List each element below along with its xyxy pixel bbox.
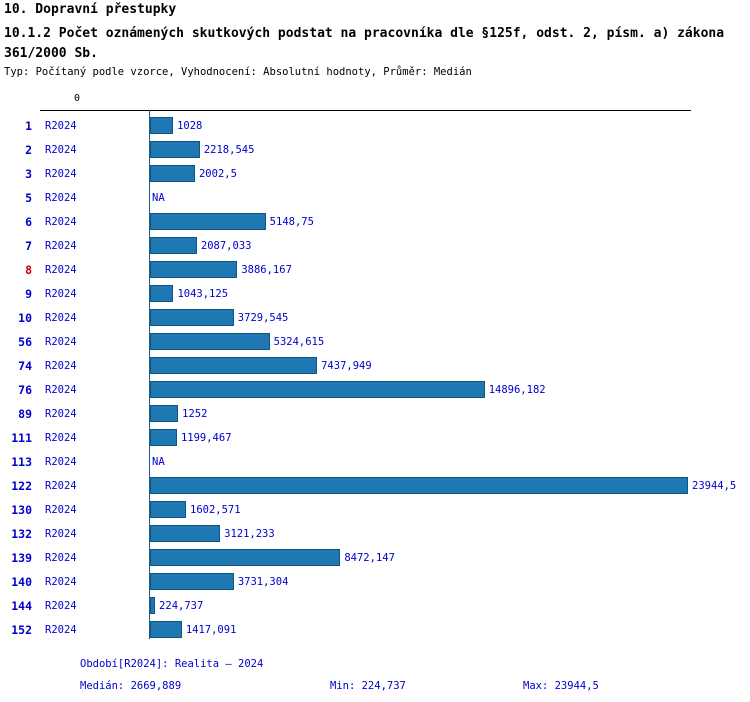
row-index: 2 — [25, 143, 32, 157]
bar-value-label: 14896,182 — [488, 384, 546, 396]
bar — [150, 237, 197, 254]
bar-row — [0, 378, 750, 402]
bar — [150, 549, 340, 566]
bar — [150, 165, 195, 182]
bar-value-label: 2002,5 — [198, 168, 237, 180]
bar-row — [0, 234, 750, 258]
chart-plot-area — [0, 90, 750, 650]
bar-row — [0, 618, 750, 642]
bar — [150, 261, 237, 278]
bar-value-label: 1252 — [182, 408, 208, 420]
bar-row — [0, 186, 750, 210]
bar-row — [0, 162, 750, 186]
bar-row — [0, 138, 750, 162]
bar-value-label: 23944,5 — [692, 480, 737, 492]
row-index: 140 — [11, 575, 32, 589]
bar-value-label: 5148,75 — [269, 216, 314, 228]
row-index: 144 — [11, 599, 32, 613]
row-series-label: R2024 — [45, 360, 77, 372]
row-index: 3 — [25, 167, 32, 181]
row-series-label: R2024 — [45, 168, 77, 180]
row-series-label: R2024 — [45, 240, 77, 252]
bar-value-label: 3886,167 — [241, 264, 292, 276]
row-index: 122 — [11, 479, 32, 493]
row-series-label: R2024 — [45, 264, 77, 276]
legend-entry: Období[R2024]: Realita – 2024 — [80, 658, 264, 670]
row-index: 76 — [18, 383, 32, 397]
row-index: 10 — [18, 311, 32, 325]
stat-min: Min: 224,737 — [330, 680, 406, 692]
row-index: 8 — [25, 263, 32, 277]
bar-row — [0, 474, 750, 498]
bar-value-label: 5324,615 — [273, 336, 325, 348]
row-series-label: R2024 — [45, 216, 77, 228]
row-series-label: R2024 — [45, 552, 77, 564]
row-index: 139 — [11, 551, 32, 565]
bar-row — [0, 522, 750, 546]
bar — [150, 117, 173, 134]
bar-row — [0, 306, 750, 330]
chart-subtitle: Typ: Počítaný podle vzorce, Vyhodnocení: Absolutní hodnoty, Průměr: Medián — [4, 66, 472, 78]
row-series-label: R2024 — [45, 576, 77, 588]
bar-value-label: 1417,091 — [185, 624, 237, 636]
bar — [150, 429, 177, 446]
bar — [150, 621, 182, 638]
bar-row — [0, 210, 750, 234]
row-series-label: R2024 — [45, 408, 77, 420]
row-index: 152 — [11, 623, 32, 637]
chart-footer — [0, 652, 750, 702]
row-series-label: R2024 — [45, 288, 77, 300]
row-series-label: R2024 — [45, 480, 77, 492]
bar-value-label: 3729,545 — [237, 312, 289, 324]
row-series-label: R2024 — [45, 312, 77, 324]
row-series-label: R2024 — [45, 624, 77, 636]
row-series-label: R2024 — [45, 456, 77, 468]
bar-row — [0, 402, 750, 426]
row-series-label: R2024 — [45, 144, 77, 156]
bar — [150, 213, 266, 230]
row-series-label: R2024 — [45, 600, 77, 612]
bar — [150, 333, 270, 350]
bar-value-label: 3731,304 — [237, 576, 289, 588]
row-index: 130 — [11, 503, 32, 517]
bar-row — [0, 450, 750, 474]
page-title: 10. Dopravní přestupky — [4, 2, 177, 17]
row-series-label: R2024 — [45, 384, 77, 396]
bar-row — [0, 258, 750, 282]
bar-row — [0, 570, 750, 594]
bar — [150, 381, 485, 398]
bar — [150, 309, 234, 326]
row-series-label: R2024 — [45, 504, 77, 516]
chart-title: 10.1.2 Počet oznámených skutkových podstat na pracovníka dle §125f, odst. 2, písm. a) zákona 361/2000 Sb. — [4, 26, 725, 61]
row-series-label: R2024 — [45, 528, 77, 540]
bar — [150, 477, 688, 494]
bar-row — [0, 330, 750, 354]
row-series-label: R2024 — [45, 336, 77, 348]
x-axis-line — [40, 110, 691, 111]
row-index: 74 — [18, 359, 32, 373]
bar — [150, 573, 234, 590]
row-index: 113 — [11, 455, 32, 469]
bar-row — [0, 426, 750, 450]
bar-value-label: 1028 — [177, 120, 203, 132]
stat-median: Medián: 2669,889 — [80, 680, 182, 692]
bar — [150, 141, 200, 158]
bar-row — [0, 546, 750, 570]
bar-value-label: 2087,033 — [200, 240, 252, 252]
row-index: 5 — [25, 191, 32, 205]
bar-value-na: NA — [152, 192, 165, 204]
row-series-label: R2024 — [45, 120, 77, 132]
bar-value-label: 3121,233 — [224, 528, 275, 540]
row-index: 111 — [11, 431, 32, 445]
bar-value-label: 1199,467 — [180, 432, 232, 444]
row-index: 7 — [25, 239, 32, 253]
bar-value-label: 1602,571 — [190, 504, 241, 516]
bar-value-label: 2218,545 — [203, 144, 255, 156]
bar-row — [0, 114, 750, 138]
bar-row — [0, 594, 750, 618]
row-index: 9 — [25, 287, 32, 301]
row-series-label: R2024 — [45, 432, 77, 444]
x-axis-tick-0: 0 — [74, 93, 81, 104]
bar — [150, 357, 317, 374]
bar-value-label: 224,737 — [159, 600, 204, 612]
stat-max: Max: 23944,5 — [523, 680, 599, 692]
row-index: 56 — [18, 335, 32, 349]
row-series-label: R2024 — [45, 192, 77, 204]
row-index: 6 — [25, 215, 32, 229]
bar-value-label: 7437,949 — [321, 360, 372, 372]
bar-row — [0, 354, 750, 378]
row-index: 132 — [11, 527, 32, 541]
bar — [150, 501, 186, 518]
bar-row — [0, 282, 750, 306]
row-index: 89 — [18, 407, 32, 421]
row-index: 1 — [25, 119, 32, 133]
bar — [150, 525, 220, 542]
bar — [150, 597, 155, 614]
bar-value-label: 8472,147 — [344, 552, 395, 564]
bar-value-label: 1043,125 — [177, 288, 229, 300]
bar — [150, 405, 178, 422]
bar-row — [0, 498, 750, 522]
bar-value-na: NA — [152, 456, 165, 468]
bar — [150, 285, 173, 302]
